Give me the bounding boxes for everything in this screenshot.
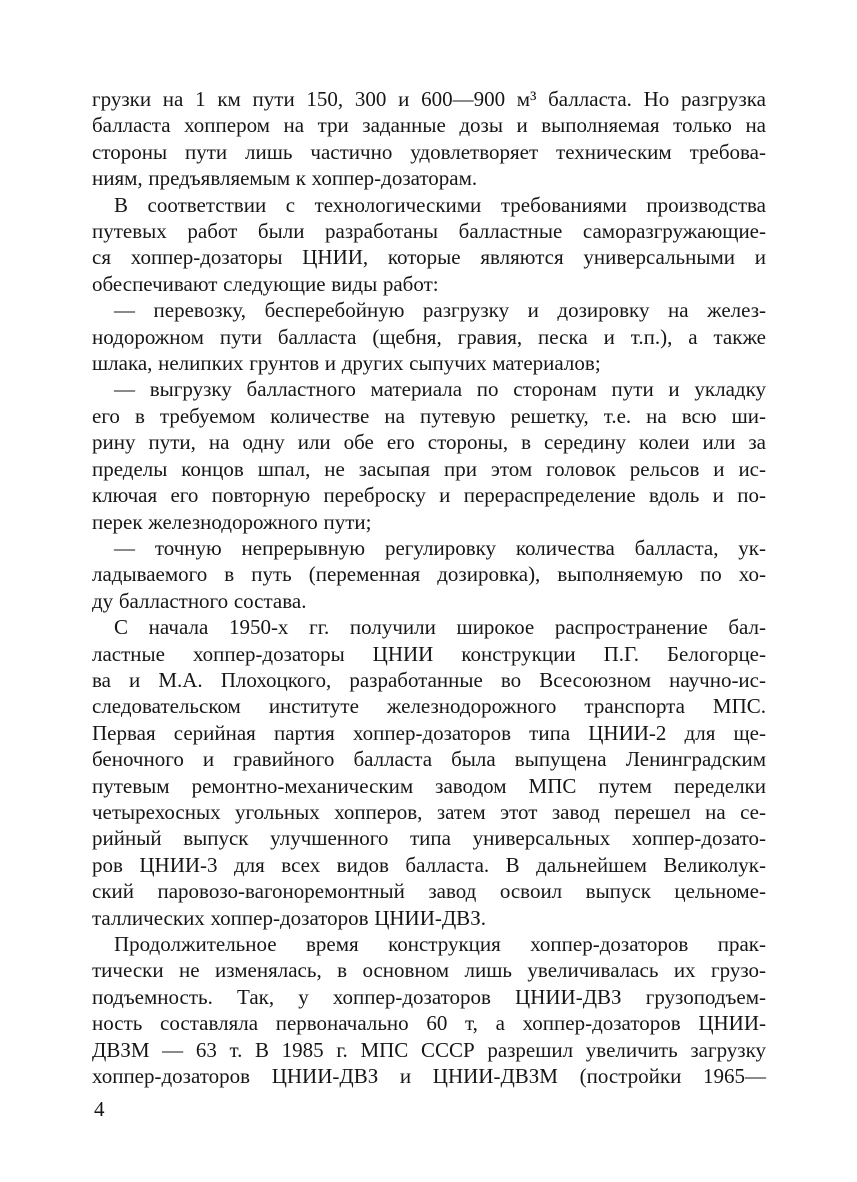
text-line: шлака, нелипких грунтов и других сыпучих материалов; (92, 351, 601, 376)
text-line: стороны пути лишь частично удовлетворяет техническим требова- (92, 139, 766, 164)
text-line: его в требуемом количестве на путевую решетку, т.е. на всю ши- (92, 403, 766, 428)
page-number: 4 (94, 1097, 105, 1121)
text-line: обеспечивают следующие виды работ: (92, 271, 439, 296)
text-line: ниям, предъявляемым к хоппер-дозаторам. (92, 166, 478, 191)
text-line: — точную непрерывную регулировку количества балласта, ук- (114, 535, 766, 560)
text-line: хоппер-дозаторов ЦНИИ-ДВЗ и ЦНИИ-ДВЗМ (постройки 1965— (92, 1064, 766, 1089)
text-line: Первая серийная партия хоппер-дозаторов типа ЦНИИ-2 для ще- (92, 720, 766, 745)
text-line: — выгрузку балластного материала по сторонам пути и укладку (114, 377, 766, 402)
text-line: ДВЗМ — 63 т. В 1985 г. МПС СССР разрешил увеличить загрузку (92, 1037, 766, 1062)
text-line: следовательском институте железнодорожного транспорта МПС. (92, 694, 766, 719)
text-line: Продолжительное время конструкция хоппер-дозаторов прак- (114, 932, 766, 956)
text-line: ладываемого в путь (переменная дозировка), выполняемую по хо- (92, 562, 766, 587)
text-line: ду балластного состава. (92, 588, 307, 613)
text-line: рийный выпуск улучшенного типа универсальных хоппер-дозато- (92, 826, 766, 851)
text-line: балласта хоппером на три заданные дозы и выполняемая только на (92, 113, 766, 138)
text-line: ластные хоппер-дозаторы ЦНИИ конструкции П.Г. Белогорце- (92, 641, 766, 666)
text-line: ся хоппер-дозаторы ЦНИИ, которые являются универсальными и (92, 245, 766, 270)
text-line: С начала 1950-х гг. получили широкое распространение бал- (114, 615, 766, 640)
text-line: В соответствии с технологическими требованиями производства (114, 192, 766, 217)
text-line: путевых работ были разработаны балластные саморазгружающие- (92, 219, 766, 244)
text-block (92, 86, 766, 1089)
text-line: ность составляла первоначально 60 т, а хоппер-дозаторов ЦНИИ- (92, 1011, 766, 1036)
text-line: ский паровозо-вагоноремонтный завод освоил выпуск цельноме- (92, 879, 766, 904)
text-line: пределы концов шпал, не засыпая при этом головок рельсов и ис- (92, 456, 766, 481)
text-line: рину пути, на одну или обе его стороны, в середину колеи или за (92, 430, 766, 455)
text-line: четырехосных угольных хопперов, затем этот завод перешел на се- (92, 799, 766, 824)
text-line: ров ЦНИИ-3 для всех видов балласта. В дальнейшем Великолук- (92, 852, 766, 877)
text-line: нодорожном пути балласта (щебня, гравия, песка и т.п.), а также (92, 324, 766, 349)
text-line: ключая его повторную переброску и перераспределение вдоль и по- (92, 483, 766, 508)
text-line: грузки на 1 км пути 150, 300 и 600—900 м³ балласта. Но разгрузка (92, 87, 766, 111)
text-line: — перевозку, бесперебойную разгрузку и дозировку на желез- (114, 298, 766, 323)
text-line: подъемность. Так, у хоппер-дозаторов ЦНИИ-ДВЗ грузоподъем- (92, 984, 766, 1009)
text-line: ва и М.А. Плохоцкого, разработанные во Всесоюзном научно-ис- (92, 667, 766, 692)
text-line: перек железнодорожного пути; (92, 509, 372, 534)
text-line: путевым ремонтно-механическим заводом МПС путем переделки (92, 773, 766, 798)
text-line: беночного и гравийного балласта была выпущена Ленинградским (92, 747, 766, 772)
text-line: таллических хоппер-дозаторов ЦНИИ-ДВЗ. (92, 905, 486, 930)
text-line: тически не изменялась, в основном лишь увеличивалась их грузо- (92, 958, 766, 983)
